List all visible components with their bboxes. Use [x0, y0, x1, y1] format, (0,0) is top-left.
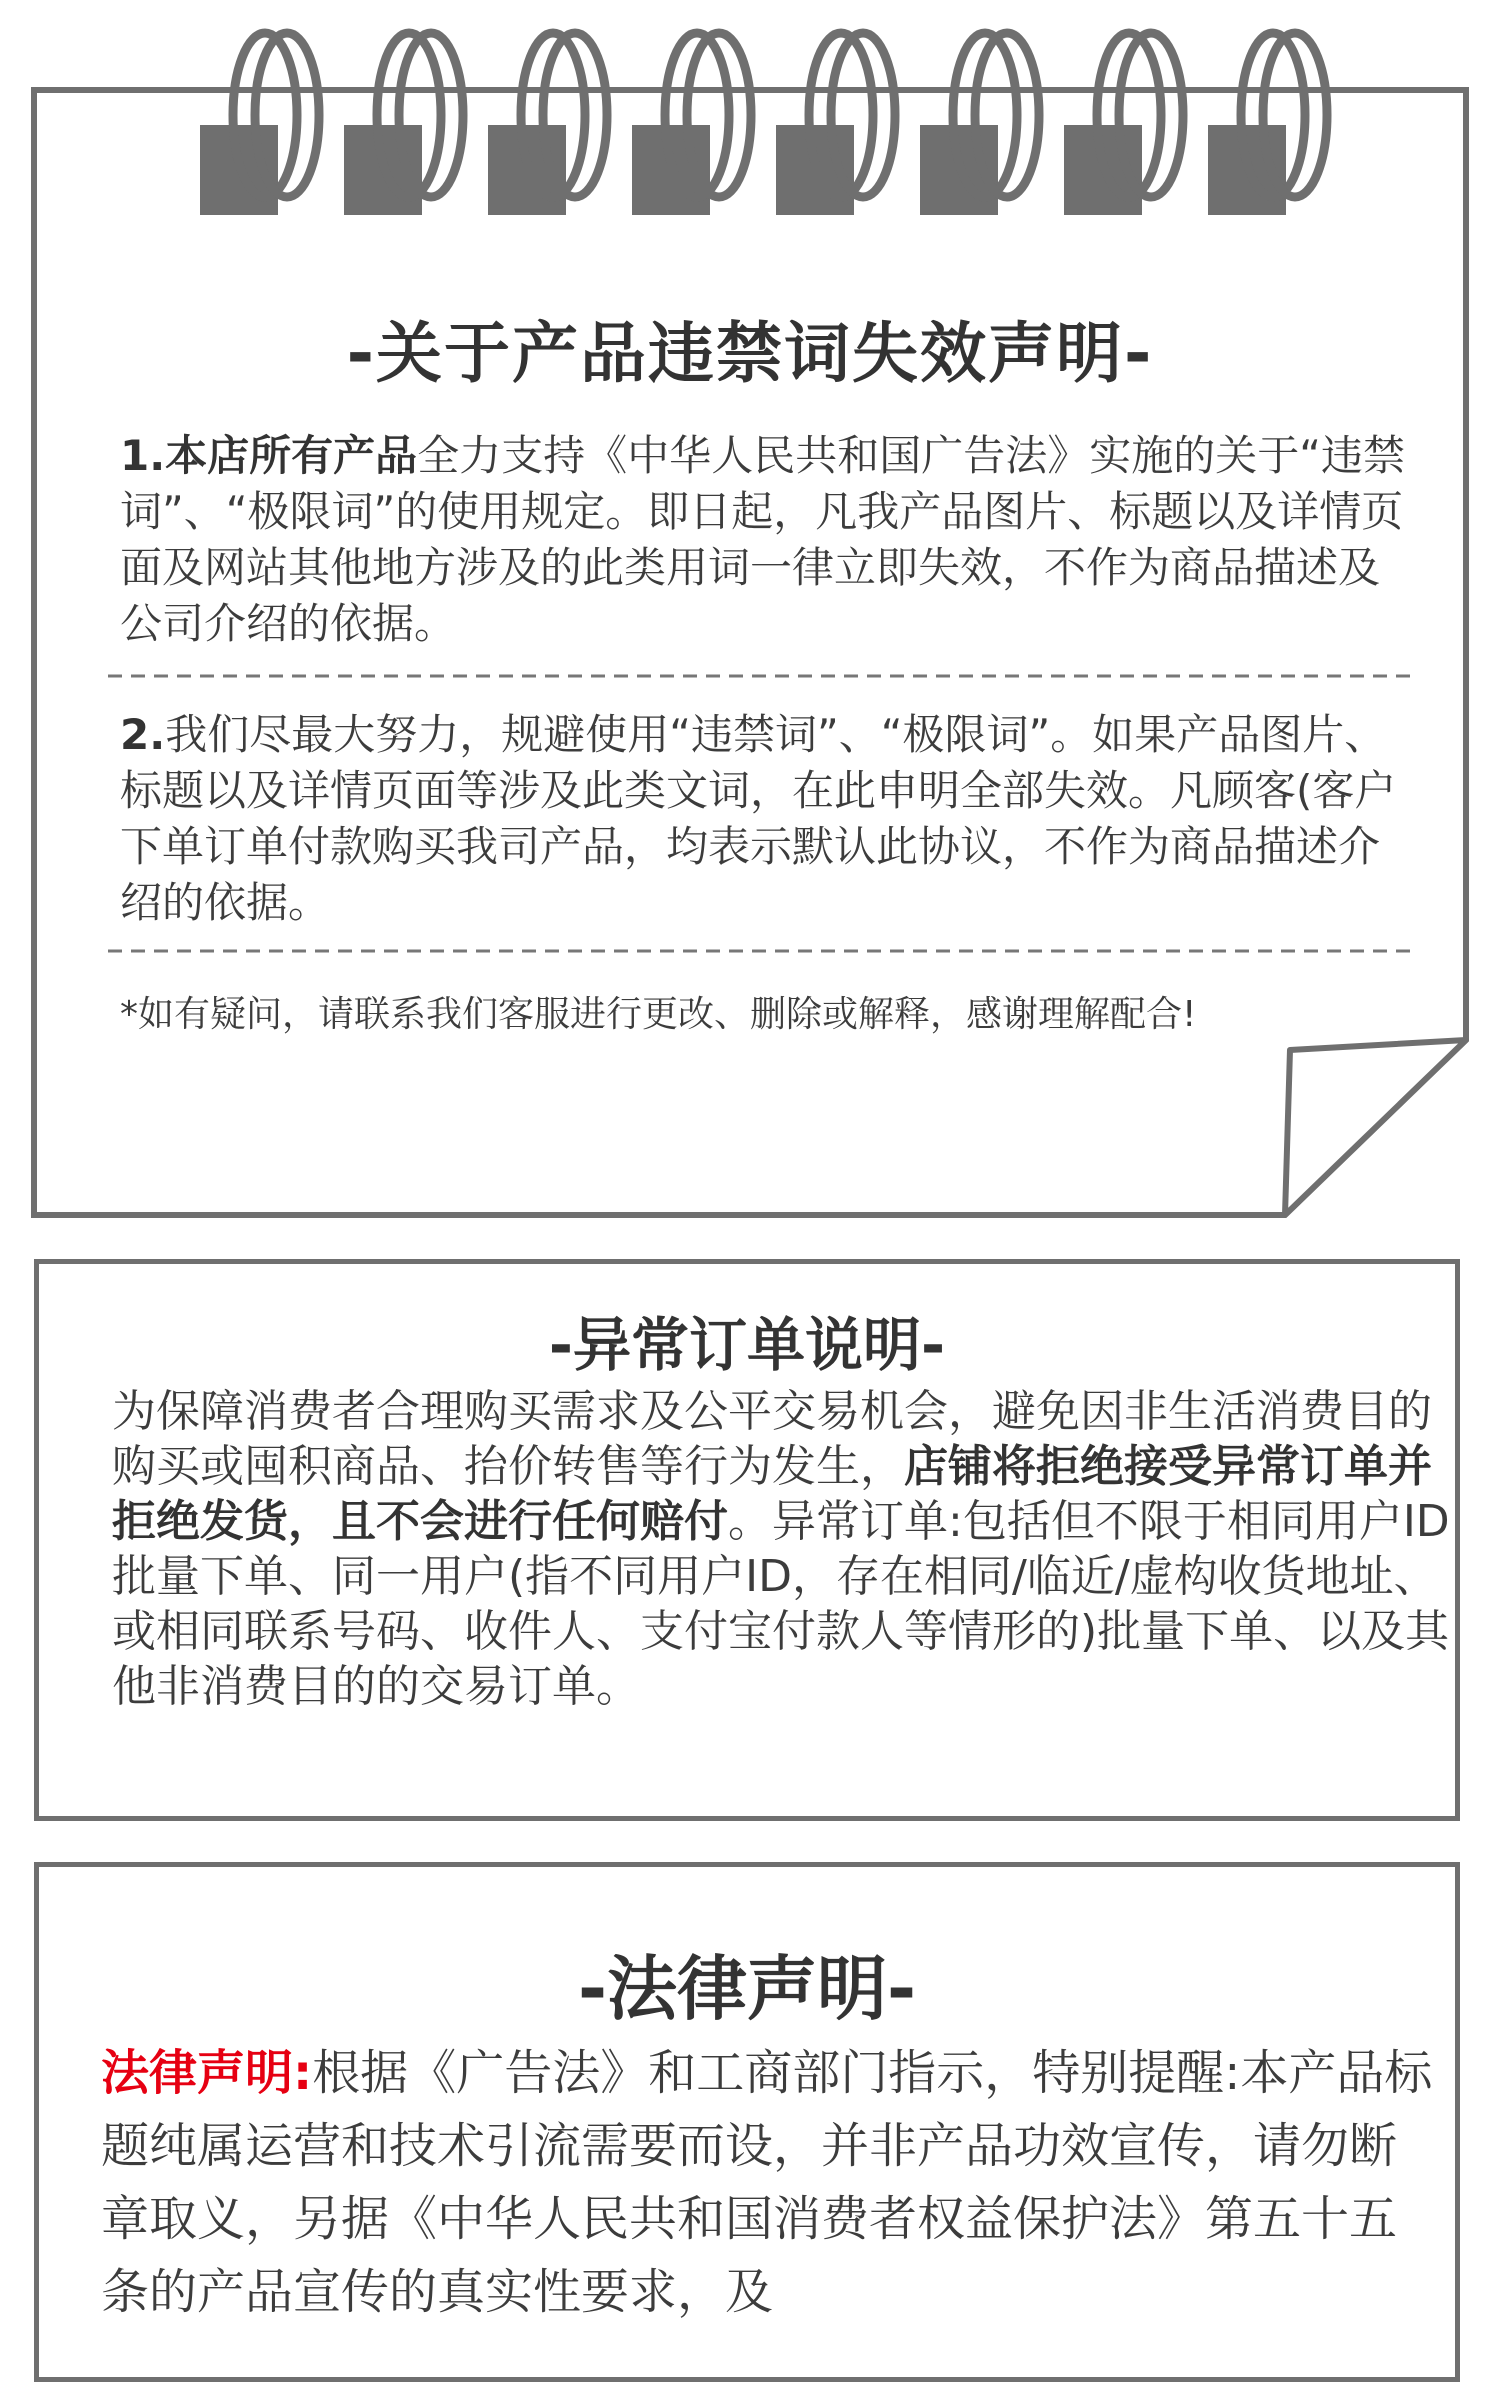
legal-statement-text	[101, 2037, 1441, 2329]
notice-title-prohibited-words: -关于产品违禁词失效声明-	[346, 315, 1154, 392]
paragraph-1-lead: 1.本店所有产品	[120, 431, 418, 480]
contact-note: *如有疑问，请联系我们客服进行更改、删除或解释，感谢理解配合!	[120, 994, 1197, 1035]
legal-statement-title: -法律声明-	[577, 1948, 917, 2030]
paragraph-1-text: 全力支持《中华人民共和国广告法》实施的关于“违禁词”、“极限词”的使用规定。即日起，凡我产品图片、标题以及详情页面及网站其他地方涉及的此类用词一律立即失效，不作为商品描述及公司介绍的依据。	[120, 431, 1405, 648]
abnormal-order-bold: 店铺将拒绝接受异常订单并拒绝发货，且不会进行任何赔付	[112, 1441, 1432, 1547]
abnormal-order-text-b: 。异常订单:包括但不限于相同用户ID批量下单、同一用户(指不同用户ID，存在相同/临近/虚构收货地址、或相同联系号码、收件人、支付宝付款人等情形的)批量下单、以及其他非消费目的的交易订单。	[112, 1496, 1450, 1712]
abnormal-order-title: -异常订单说明-	[548, 1311, 946, 1379]
paragraph-2-lead: 2.	[120, 710, 166, 759]
abnormal-order-text	[112, 1384, 1452, 1714]
paragraph-2-text: 我们尽最大努力，规避使用“违禁词”、“极限词”。如果产品图片、标题以及详情页面等涉及此类文词，在此申明全部失效。凡顾客(客户下单订单付款购买我司产品，均表示默认此协议，不作为商品描述介绍的依据。	[120, 710, 1397, 927]
notice-paragraph-2	[120, 707, 1410, 931]
legal-statement-lead: 法律声明:	[101, 2045, 313, 2101]
abnormal-order-notice	[34, 1259, 1460, 1821]
abnormal-order-text-a: 为保障消费者合理购买需求及公平交易机会，避免因非生活消费目的购买或囤积商品、抬价转售等行为发生，	[112, 1386, 1432, 1492]
notice-paragraph-1	[120, 428, 1410, 652]
legal-statement	[34, 1862, 1460, 2382]
legal-statement-body: 根据《广告法》和工商部门指示，特别提醒:本产品标题纯属运营和技术引流需要而设，并非产品功效宣传，请勿断章取义，另据《中华人民共和国消费者权益保护法》第五十五条的产品宣传的真实性要求，及	[101, 2045, 1433, 2320]
